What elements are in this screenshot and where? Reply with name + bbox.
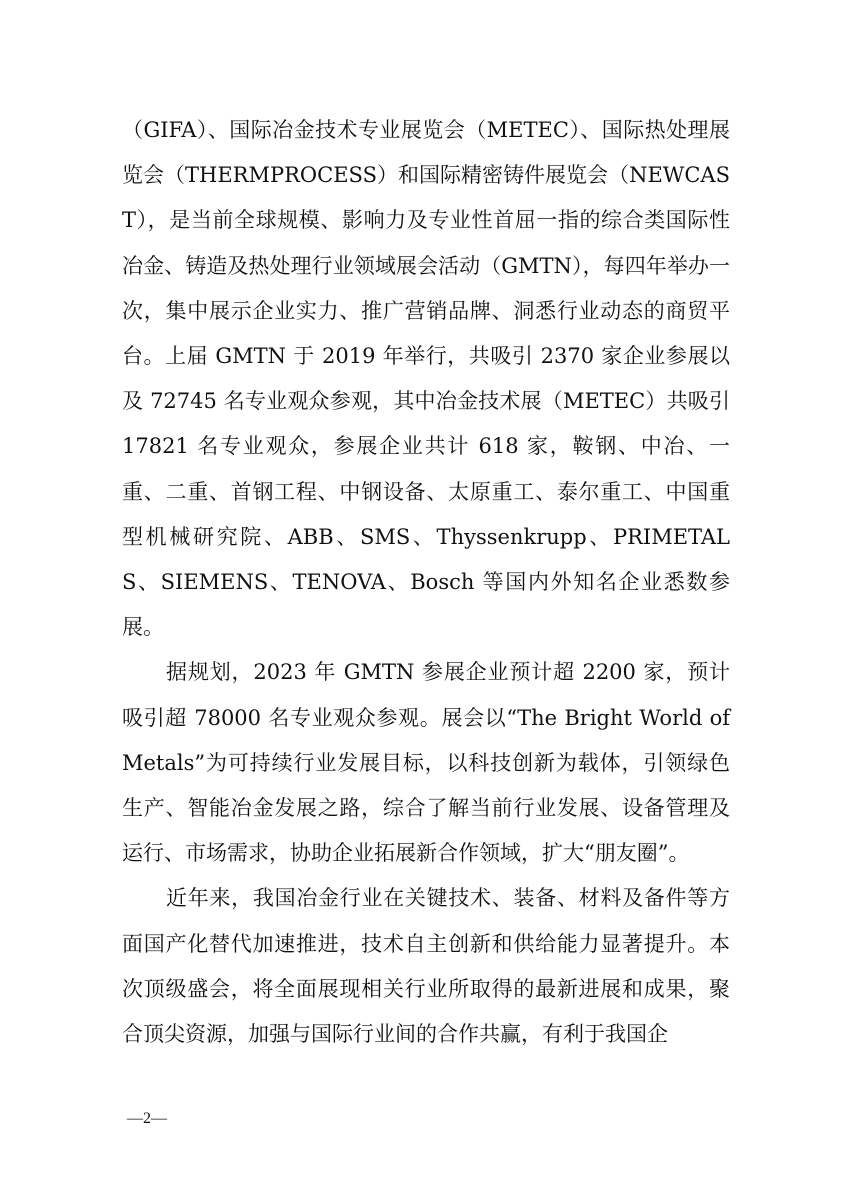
- page-number: —2—: [127, 1110, 167, 1127]
- paragraph-planning: 据规划，2023 年 GMTN 参展企业预计超 2200 家，预计吸引超 78000 名专业观众参观。展会以“The Bright World of Metals”为可持续行业发展目标，以科技创新为载体，引领绿色生产、智能冶金发展之路，综合了解当前行业发展、设备管理及运行、市场需求，协助企业拓展新合作领域，扩大“朋友圈”。: [122, 660, 730, 866]
- paragraph-continuation: （GIFA）、国际冶金技术专业展览会（METEC）、国际热处理展览会（THERMPROCESS）和国际精密铸件展览会（NEWCAST），是当前全球规模、影响力及专业性首屈一指的综合类国际性冶金、铸造及热处理行业领域展会活动（GMTN），每四年举办一次，集中展示企业实力、推广营销品牌、洞悉行业动态的商贸平台。上届 GMTN 于 2019 年举行，共吸引 2370 家企业参展以及 72745 名专业观众参观，其中冶金技术展（METEC）共吸引 17821 名专业观众，参展企业共计 618 家，鞍钢、中冶、一重、二重、首钢工程、中钢设备、太原重工、泰尔重工、中国重型机械研究院、ABB、SMS、Thyssenkrupp、PRIMETALS、SIEMENS、TENOVA、Bosch 等国内外知名企业悉数参展。: [122, 118, 730, 640]
- body-text: [122, 108, 730, 1057]
- paragraph-recent-years: 近年来，我国冶金行业在关键技术、装备、材料及备件等方面国产化替代加速推进，技术自主创新和供给能力显著提升。本次顶级盛会，将全面展现相关行业所取得的最新进展和成果，聚合顶尖资源，加强与国际行业间的合作共赢，有利于我国企: [122, 886, 730, 1047]
